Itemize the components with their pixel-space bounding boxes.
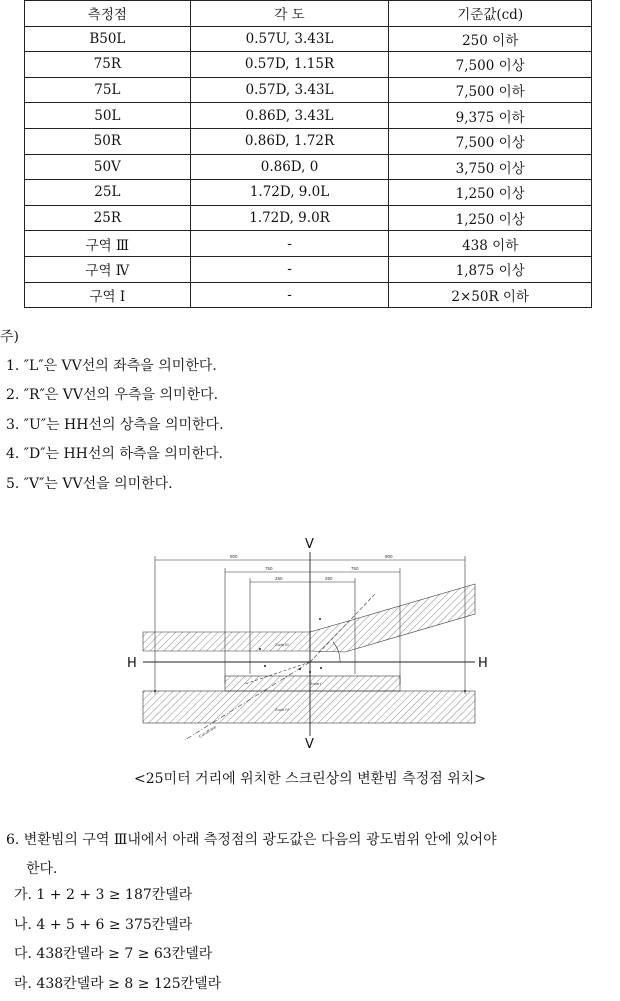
zone-iii-band bbox=[143, 584, 475, 652]
cell-standard: 250 이하 bbox=[389, 26, 592, 52]
condition-item: 나. 4 + 5 + 6 ≥ 375칸델라 bbox=[14, 913, 221, 943]
cell-standard: 2×50R 이하 bbox=[389, 282, 592, 308]
cell-point: 75L bbox=[25, 77, 191, 103]
cell-standard: 1,875 이상 bbox=[389, 256, 592, 282]
measurement-point bbox=[309, 671, 311, 673]
header-angle: 각 도 bbox=[190, 1, 389, 27]
cell-standard: 3,750 이상 bbox=[389, 154, 592, 180]
cell-point: 25L bbox=[25, 180, 191, 206]
measurement-table bbox=[24, 0, 592, 308]
condition-item: 가. 1 + 2 + 3 ≥ 187칸델라 bbox=[14, 883, 221, 913]
cutoff-line-label: Cut-off line bbox=[198, 724, 218, 739]
zone-iv-band bbox=[143, 691, 475, 723]
header-standard: 기준값(cd) bbox=[389, 1, 592, 27]
dim-value: 900 bbox=[230, 554, 238, 559]
header-point: 측정점 bbox=[25, 1, 191, 27]
cell-angle: - bbox=[190, 282, 389, 308]
dim-value: 250 bbox=[275, 576, 283, 581]
measurement-point bbox=[259, 648, 261, 650]
cell-standard: 7,500 이하 bbox=[389, 77, 592, 103]
cell-standard: 438 이하 bbox=[389, 231, 592, 257]
table-row bbox=[25, 180, 592, 206]
dim-value: 900 bbox=[385, 554, 393, 559]
cell-angle: 1.72D, 9.0R bbox=[190, 205, 389, 231]
cell-point: 25R bbox=[25, 205, 191, 231]
cell-angle: 0.57U, 3.43L bbox=[190, 26, 389, 52]
dim-value: 750 bbox=[265, 566, 273, 571]
table-row bbox=[25, 26, 592, 52]
table-row bbox=[25, 205, 592, 231]
item-6-paragraph bbox=[6, 826, 620, 884]
conditions-list bbox=[14, 883, 221, 1001]
cell-angle: 0.86D, 0 bbox=[190, 154, 389, 180]
zone-label: Zone III bbox=[275, 642, 289, 647]
cell-standard: 1,250 이상 bbox=[389, 205, 592, 231]
measurement-point bbox=[320, 667, 322, 669]
note-item: 5. ″V″는 VV선을 의미한다. bbox=[6, 472, 224, 501]
cell-point: 50R bbox=[25, 128, 191, 154]
notes-heading: 주) bbox=[0, 326, 19, 346]
figure-caption: <25미터 거리에 위치한 스크린상의 변환빔 측정점 위치> bbox=[0, 768, 620, 788]
zone-label: Zone IV bbox=[275, 707, 289, 712]
cell-point: B50L bbox=[25, 26, 191, 52]
table-row bbox=[25, 154, 592, 180]
measurement-point bbox=[154, 690, 156, 692]
h-label-right: H bbox=[478, 656, 488, 671]
table-row bbox=[25, 77, 592, 103]
cell-point: 구역 Ⅲ bbox=[25, 231, 191, 257]
item-6-line-2: 한다. bbox=[6, 855, 620, 884]
table-row bbox=[25, 256, 592, 282]
cell-point: 구역 Ⅰ bbox=[25, 282, 191, 308]
cell-standard: 7,500 이상 bbox=[389, 128, 592, 154]
dimension-values bbox=[230, 554, 393, 581]
note-item: 1. ″L″은 VV선의 좌측을 의미한다. bbox=[6, 354, 224, 383]
cell-point: 50L bbox=[25, 103, 191, 129]
cell-angle: - bbox=[190, 256, 389, 282]
measurement-point bbox=[464, 690, 466, 692]
notes-list bbox=[6, 354, 224, 501]
cell-standard: 7,500 이상 bbox=[389, 52, 592, 78]
condition-item: 라. 438칸델라 ≥ 8 ≥ 125칸델라 bbox=[14, 972, 221, 1001]
note-item: 3. ″U″는 HH선의 상측을 의미한다. bbox=[6, 413, 224, 442]
dim-value: 250 bbox=[325, 576, 333, 581]
cell-angle: 0.57D, 1.15R bbox=[190, 52, 389, 78]
h-label-left: H bbox=[127, 656, 137, 671]
item-6-line-1: 6. 변환빔의 구역 Ⅲ내에서 아래 측정점의 광도값은 다음의 광도범위 안에 있어야 bbox=[6, 826, 620, 855]
measurement-point bbox=[299, 668, 301, 670]
measurement-point bbox=[319, 618, 321, 620]
cell-angle: 0.57D, 3.43L bbox=[190, 77, 389, 103]
beam-measurement-diagram bbox=[125, 534, 495, 756]
cell-point: 50V bbox=[25, 154, 191, 180]
table-row bbox=[25, 103, 592, 129]
table-header-row bbox=[25, 1, 592, 27]
table-row bbox=[25, 52, 592, 78]
cell-point: 구역 Ⅳ bbox=[25, 256, 191, 282]
cell-standard: 9,375 이하 bbox=[389, 103, 592, 129]
v-label-top: V bbox=[305, 537, 314, 552]
condition-item: 다. 438칸델라 ≥ 7 ≥ 63칸델라 bbox=[14, 942, 221, 972]
cell-angle: 1.72D, 9.0L bbox=[190, 180, 389, 206]
note-item: 2. ″R″은 VV선의 우측을 의미한다. bbox=[6, 383, 224, 412]
cell-point: 75R bbox=[25, 52, 191, 78]
cell-angle: - bbox=[190, 231, 389, 257]
table-row bbox=[25, 231, 592, 257]
measurement-point bbox=[264, 665, 266, 667]
cell-standard: 1,250 이상 bbox=[389, 180, 592, 206]
table-row bbox=[25, 128, 592, 154]
v-label-bottom: V bbox=[305, 737, 314, 752]
cell-angle: 0.86D, 3.43L bbox=[190, 103, 389, 129]
table-row bbox=[25, 282, 592, 308]
dim-value: 750 bbox=[351, 566, 359, 571]
cell-angle: 0.86D, 1.72R bbox=[190, 128, 389, 154]
note-item: 4. ″D″는 HH선의 하측을 의미한다. bbox=[6, 442, 224, 471]
zone-label: Zone I bbox=[310, 681, 321, 686]
